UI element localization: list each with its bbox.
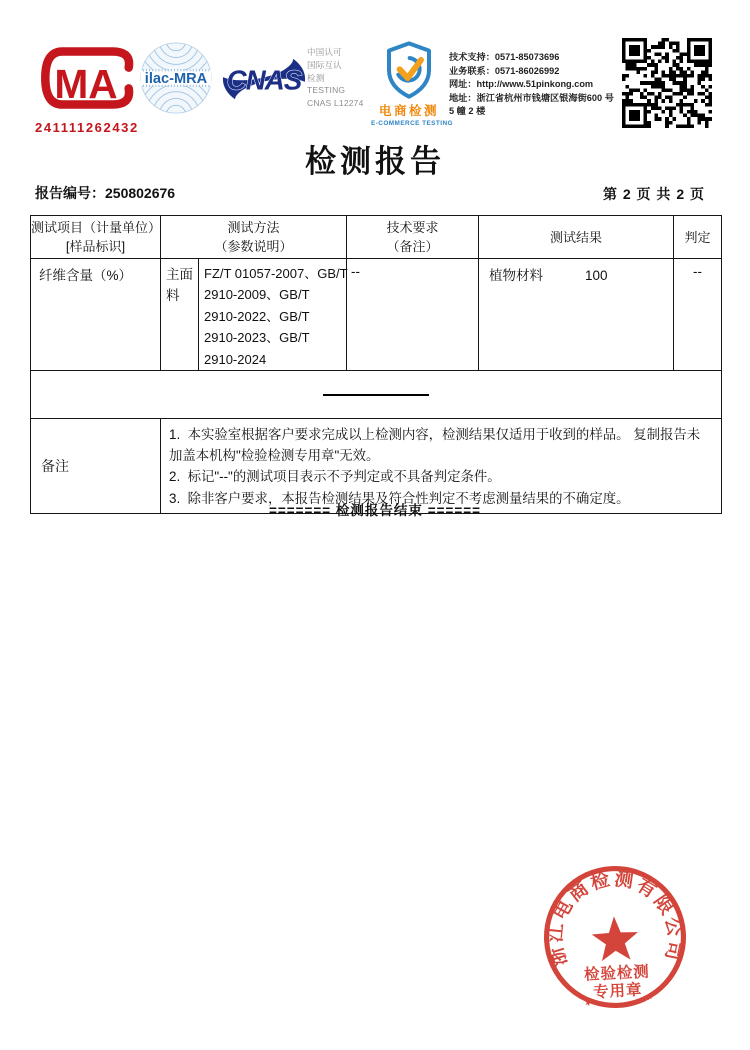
- remark-line: 3. 除非客户要求，本报告检测结果及符合性判定不考虑测量结果的不确定度。: [169, 490, 630, 506]
- stamp-line2: 专用章: [592, 981, 643, 1002]
- accreditation-line: CNAS L12274: [307, 98, 364, 109]
- report-number-label: 报告编号：: [35, 185, 105, 201]
- data-row: [31, 259, 722, 371]
- svg-text:电: 电: [549, 897, 578, 924]
- svg-text:公: 公: [660, 915, 685, 939]
- stamp-flourish-left-icon: ★: [583, 996, 594, 1009]
- end-of-data-line: [323, 394, 429, 396]
- contact-info: [449, 51, 627, 119]
- stamp-company-arc-text: [540, 863, 688, 969]
- report-number: [35, 183, 175, 203]
- contact-line: 5 幢 2 楼: [449, 106, 486, 117]
- accreditation-line: TESTING: [307, 85, 346, 96]
- cma-mark: [35, 42, 145, 135]
- svg-text:商: 商: [565, 878, 593, 907]
- cell-sample-part: 主面料: [161, 259, 199, 371]
- report-number-value: 250802676: [105, 185, 176, 201]
- stamp-flourish-right-icon: ★: [643, 990, 655, 1003]
- cell-test-item: 纤维含量（%）: [31, 259, 161, 371]
- contact-line: 业务联系：0571-86026992: [449, 65, 560, 76]
- ecommerce-testing-name: 电商检测: [378, 104, 439, 118]
- qr-code-icon: [622, 38, 712, 128]
- header-cell-verdict: 判定: [674, 216, 722, 259]
- page-counter: 第 2 页 共 2 页: [602, 186, 705, 202]
- remark-line: 2. 标记"--"的测试项目表示不予判定或不具备判定条件。: [169, 469, 501, 485]
- cnas-logo-icon: [221, 47, 307, 111]
- cnas-mark: [221, 47, 307, 116]
- contact-line: 地址：浙江省杭州市钱塘区银海街600 号: [449, 92, 614, 103]
- svg-text:测: 测: [613, 868, 635, 893]
- ecommerce-testing-subtitle: E-COMMERCE TESTING: [371, 120, 453, 127]
- ecommerce-shield-icon: [380, 40, 438, 100]
- svg-text:检: 检: [588, 869, 612, 895]
- header-cell-test-method: 测试方法 （参数说明）: [161, 216, 347, 259]
- accreditation-text: [307, 46, 364, 110]
- cell-requirement: --: [347, 259, 479, 371]
- accreditation-line: 检测: [307, 72, 325, 83]
- svg-text:有: 有: [632, 874, 660, 903]
- cma-letters: MA: [54, 60, 118, 107]
- table-header-row: [31, 216, 722, 259]
- remark-line: 1. 本实验室根据客户要求完成以上检测内容，检测结果仅适用于收到的样品。 复制报告未加盖本机构"检验检测专用章"无效。: [169, 427, 701, 464]
- contact-line: 技术支持：0571-85073696: [449, 52, 560, 62]
- page-title: 检测报告: [305, 144, 445, 179]
- spacer-row: [31, 371, 722, 419]
- report-end-marker: ======= 检测报告结束 ======: [269, 503, 481, 518]
- stamp-line1: 检验检测: [583, 963, 651, 984]
- cnas-label: CNAS: [226, 64, 302, 96]
- cell-verdict: --: [674, 259, 722, 371]
- results-table: [30, 215, 722, 514]
- result-value: 100: [585, 268, 608, 283]
- cell-result: [479, 259, 674, 371]
- accreditation-line: 国际互认: [307, 59, 342, 70]
- cma-certificate-number: 241111262432: [35, 120, 139, 135]
- ecommerce-testing-mark: [371, 40, 453, 127]
- remark-label-cell: 备注: [31, 419, 161, 514]
- svg-text:浙: 浙: [546, 944, 572, 969]
- header-cell-requirement: 技术要求 （备注）: [347, 216, 479, 259]
- company-stamp: [536, 858, 694, 1016]
- contact-line: 网址：http://www.51pinkong.com: [449, 79, 594, 90]
- svg-text:司: 司: [660, 939, 686, 962]
- svg-text:限: 限: [649, 891, 678, 919]
- header-cell-test-item: 测试项目（计量单位） [样品标识]: [31, 216, 161, 259]
- ilac-mra-label: ilac-MRA: [144, 70, 208, 87]
- ilac-mra-logo-icon: [139, 41, 213, 115]
- cma-logo-icon: [35, 42, 139, 114]
- cell-test-method: FZ/T 01057-2007、GB/T 2910-2009、GB/T 2910-2022、GB/T 2910-2023、GB/T 2910-2024: [199, 259, 347, 371]
- ilac-mra-mark: [139, 41, 213, 120]
- qr-code: [622, 38, 712, 133]
- header-cell-result: 测试结果: [479, 216, 674, 259]
- svg-text:江: 江: [545, 922, 568, 944]
- accreditation-line: 中国认可: [307, 47, 342, 57]
- result-name: 植物材料: [489, 268, 544, 283]
- stamp-star-icon: [591, 915, 640, 961]
